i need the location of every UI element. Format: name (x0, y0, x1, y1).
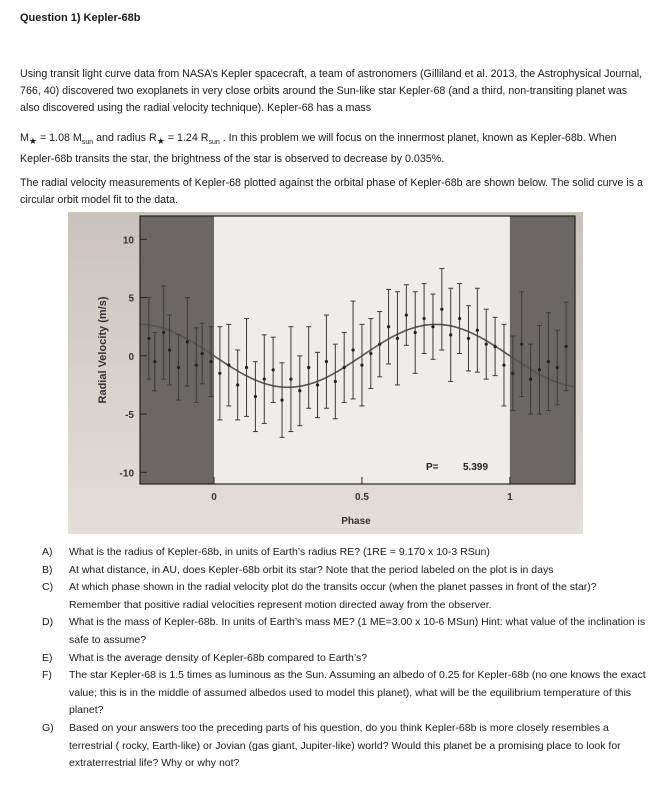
data-point (186, 340, 189, 343)
data-point (485, 343, 488, 346)
data-point (458, 317, 461, 320)
period-value: 5.399 (463, 462, 489, 473)
data-point (218, 372, 221, 375)
data-point (316, 383, 319, 386)
question-letter: C) (42, 581, 54, 594)
intro-paragraph: Using transit light curve data from NASA’s Kepler spacecraft, a team of astronomers (Gilliland et al. 2013, the Astrophysical Journal, 766, 40) discovered two exoplanets in very close orbits around the Sun-like star Kepler-68 (and a third, non-transiting planet was also discovered using the radial velocity technique). Kepler-68 has a mass (20, 68, 643, 114)
shaded-phase-region (510, 216, 575, 484)
question-item (42, 562, 646, 580)
rv-chart (68, 212, 583, 534)
data-point (201, 352, 204, 355)
data-point (565, 345, 568, 348)
y-tick-label: -5 (125, 410, 134, 422)
question-letter: B) (42, 563, 53, 576)
data-point (147, 337, 150, 340)
data-point (405, 313, 408, 316)
data-point (272, 368, 275, 371)
question-letter: F) (42, 669, 52, 682)
data-point (422, 317, 425, 320)
data-point (431, 325, 434, 328)
data-point (280, 399, 283, 402)
data-point (387, 325, 390, 328)
question-item (42, 544, 646, 562)
question-item (42, 667, 646, 720)
data-point (467, 337, 470, 340)
star-icon: ★ (28, 136, 37, 147)
y-tick-label: 0 (128, 351, 134, 363)
data-point (529, 378, 532, 381)
data-point (263, 378, 266, 381)
question-text: Based on your answers too the preceding parts of his question, do you think Kepler-68b is more closely resembles a terrestrial ( rocky, Earth-like) or Jovian (gas giant, Jupiter-like) world? Would this planet be a promising place to look for extraterrestrial life? Why or why not? (69, 721, 621, 770)
data-point (236, 383, 239, 386)
data-point (227, 364, 230, 367)
question-item (42, 650, 646, 668)
star-icon: ★ (156, 136, 165, 147)
question-letter: G) (42, 721, 54, 734)
data-point (369, 352, 372, 355)
question-letter: A) (42, 546, 53, 558)
data-point (556, 366, 559, 369)
data-point (414, 331, 417, 334)
period-label: P= (426, 462, 439, 473)
x-tick-label: 1 (507, 492, 513, 503)
x-tick-label: 0.5 (354, 492, 369, 503)
data-point (476, 329, 479, 332)
rv-intro-paragraph: The radial velocity measurements of Kepler-68 plotted against the orbital phase of Kepler-68b are shown below. The solid curve is a circular orbit model fit to the data. (20, 177, 643, 206)
stellar-rest: . In this problem we will focus on the innermost planet, known as Kepler-68b. When Kepler-68b transits the star, the brightness of the star is observed to decrease by 0.035%. (20, 132, 617, 166)
stellar-parameters (20, 130, 645, 168)
data-point (360, 364, 363, 367)
question-list (42, 544, 646, 773)
radius-unit: sun (208, 139, 220, 147)
question-text: What is the mass of Kepler-68b. In units of Earth’s mass ME? (1 ME=3.00 x 10-6 MSun) Hint: what value of the inclination is safe to assume? (69, 616, 646, 646)
data-point (520, 343, 523, 346)
y-tick-label: 10 (122, 235, 134, 247)
data-point (298, 389, 301, 392)
mass-value: = 1.08 M (36, 132, 82, 144)
rv-figure (68, 212, 583, 534)
data-point (177, 366, 180, 369)
data-point (162, 331, 165, 334)
question-item (42, 720, 646, 773)
data-point (440, 308, 443, 311)
y-tick-label: -10 (119, 468, 134, 480)
question-letter: D) (42, 616, 54, 629)
data-point (502, 364, 505, 367)
shaded-phase-region (140, 216, 214, 484)
data-point (449, 333, 452, 336)
y-tick-label: 5 (128, 293, 134, 305)
radius-value: = 1.24 R (164, 132, 209, 144)
question-item (42, 614, 646, 649)
data-point (245, 366, 248, 369)
question-title: Question 1) Kepler-68b (20, 12, 141, 24)
data-point (289, 378, 292, 381)
question-letter: E) (42, 651, 53, 664)
x-axis-label: Phase (341, 516, 371, 527)
data-point (511, 372, 514, 375)
question-text: What is the average density of Kepler-68b compared to Earth’s? (69, 651, 368, 664)
data-point (254, 395, 257, 398)
mass-label: M (20, 132, 29, 144)
data-point (547, 360, 550, 363)
question-text: What is the radius of Kepler-68b, in units of Earth’s radius RE? (1RE = 9.170 x 10-3 RSun) (69, 546, 490, 558)
question-text: At which phase shown in the radial velocity plot do the transits occur (when the planet passes in front of the star)? Remember that positive radial velocities represent motion directed away from the observer. (69, 581, 597, 611)
data-point (195, 364, 198, 367)
question-item (42, 579, 646, 614)
data-point (334, 380, 337, 383)
x-tick-label: 0 (211, 492, 217, 503)
question-text: At what distance, in AU, does Kepler-68b orbit its star? Note that the period labeled on the plot is in days (69, 563, 554, 576)
data-point (325, 360, 328, 363)
data-point (168, 348, 171, 351)
data-point (209, 360, 212, 363)
radius-label: and radius R (93, 132, 157, 144)
data-point (307, 366, 310, 369)
question-text: The star Kepler-68 is 1.5 times as luminous as the Sun. Assuming an albedo of 0.25 for Kepler-68b (no one knows the exact value; this is in the middle of assumed albedos used to model this planet), what will be the equilibrium temperature of this planet? (69, 669, 646, 717)
mass-unit: sun (81, 139, 94, 147)
data-point (494, 345, 497, 348)
data-point (378, 343, 381, 346)
data-point (396, 337, 399, 340)
data-point (538, 368, 541, 371)
data-point (343, 366, 346, 369)
data-point (153, 360, 156, 363)
y-axis-label: Radial Velocity (m/s) (97, 296, 109, 404)
data-point (351, 348, 354, 351)
